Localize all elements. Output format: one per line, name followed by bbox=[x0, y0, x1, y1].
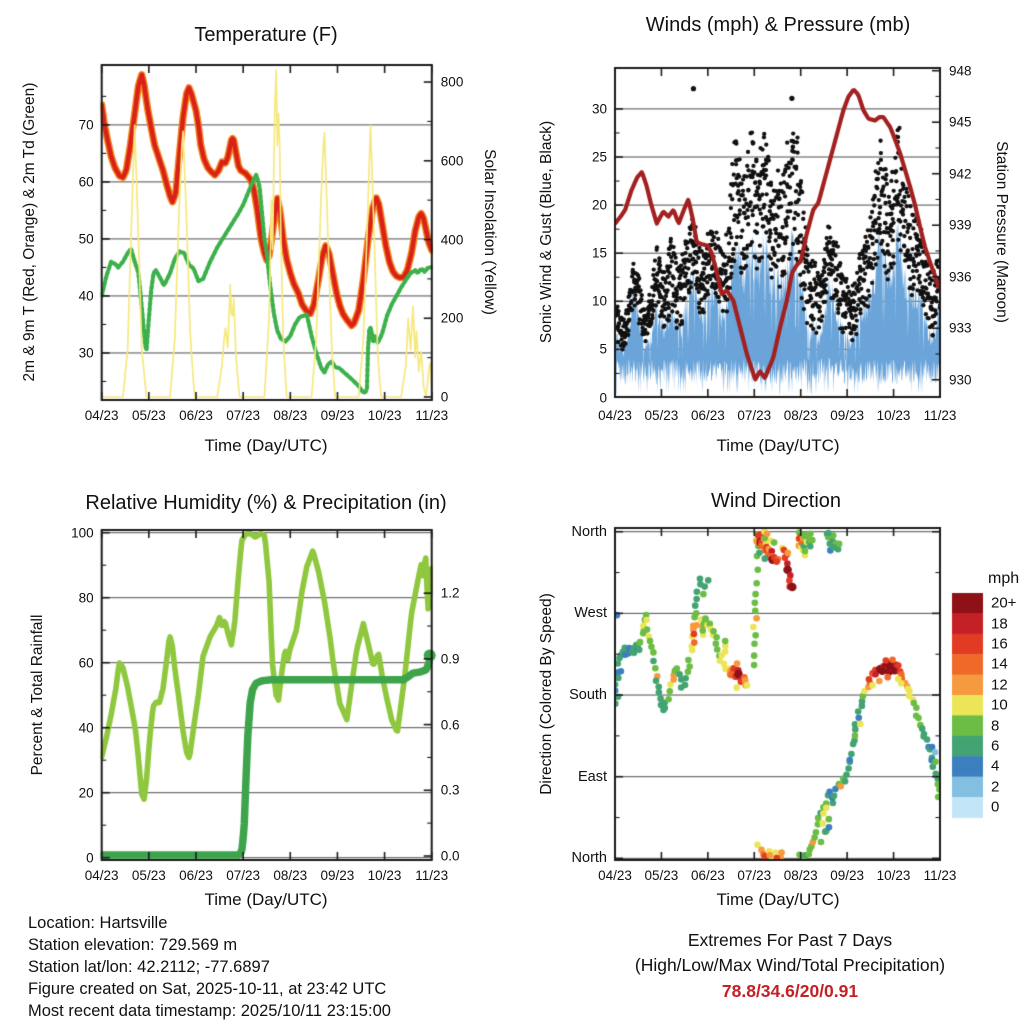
tick-label: 1.2 bbox=[440, 585, 460, 601]
tick-label: North bbox=[571, 523, 607, 540]
wind-direction-chart-title: Wind Direction bbox=[710, 490, 842, 512]
tick-label: 09/23 bbox=[320, 868, 355, 883]
tick-label: 15 bbox=[591, 245, 607, 261]
tick-label: 8 bbox=[991, 717, 1000, 735]
tick-label: 10 bbox=[591, 293, 607, 309]
tick-label: 14 bbox=[991, 655, 1008, 673]
tick-label: 12 bbox=[991, 676, 1008, 694]
tick-label: 05/23 bbox=[131, 868, 166, 883]
tick-label: 05/23 bbox=[644, 868, 679, 883]
tick-label: 600 bbox=[440, 153, 464, 169]
tick-label: 11/23 bbox=[415, 408, 449, 423]
tick-label: North bbox=[571, 850, 607, 867]
tick-label: 10/23 bbox=[876, 408, 911, 423]
tick-label: 09/23 bbox=[320, 408, 355, 423]
tick-label: 948 bbox=[949, 63, 972, 79]
extremes-subtitle: (High/Low/Max Wind/Total Precipitation) bbox=[634, 955, 946, 975]
tick-label: 08/23 bbox=[783, 408, 818, 423]
temperature-ylabel-left: 2m & 9m T (Red, Orange) & 2m Td (Green) bbox=[21, 82, 38, 382]
tick-label: 20+ bbox=[991, 594, 1017, 612]
footer-elevation: Station elevation: 729.569 m bbox=[28, 936, 238, 954]
tick-label: 16 bbox=[991, 635, 1008, 653]
extremes-title: Extremes For Past 7 Days bbox=[687, 930, 893, 950]
pressure-ylabel-right: Station Pressure (Maroon) bbox=[993, 141, 1010, 323]
humidity-precip-chart-title: Relative Humidity (%) & Precipitation (in) bbox=[85, 492, 447, 514]
colorbar-title: mph bbox=[988, 570, 1020, 587]
tick-label: 800 bbox=[440, 74, 464, 90]
tick-label: 0 bbox=[86, 850, 94, 866]
tick-label: South bbox=[569, 687, 607, 704]
tick-label: 05/23 bbox=[644, 408, 679, 423]
tick-label: 40 bbox=[78, 720, 94, 736]
tick-label: 60 bbox=[78, 655, 94, 671]
extremes-values: 78.8/34.6/20/0.91 bbox=[721, 981, 859, 1001]
tick-label: 07/23 bbox=[226, 408, 261, 423]
tick-label: 0 bbox=[599, 390, 607, 405]
tick-label: 07/23 bbox=[737, 868, 772, 883]
tick-label: 25 bbox=[591, 149, 607, 165]
tick-label: 10 bbox=[991, 696, 1008, 714]
tick-label: West bbox=[574, 605, 607, 622]
footer-timestamp: Most recent data timestamp: 2025/10/11 23:15:00 bbox=[28, 1002, 391, 1020]
tick-label: 0.3 bbox=[440, 782, 460, 798]
tick-label: 2 bbox=[991, 778, 1000, 796]
tick-label: 200 bbox=[440, 310, 464, 326]
tick-label: 11/23 bbox=[415, 868, 449, 883]
tick-label: 11/23 bbox=[923, 868, 957, 883]
tick-label: 07/23 bbox=[737, 408, 772, 423]
tick-label: 0 bbox=[440, 389, 449, 405]
tick-label: 10/23 bbox=[876, 868, 911, 883]
footer-created: Figure created on Sat, 2025-10-11, at 23:42 UTC bbox=[28, 980, 387, 998]
winds-pressure-chart-title: Winds (mph) & Pressure (mb) bbox=[645, 14, 911, 36]
tick-label: 930 bbox=[949, 372, 972, 388]
tick-label: 20 bbox=[78, 785, 94, 801]
tick-label: 5 bbox=[599, 341, 607, 357]
temperature-chart-title: Temperature (F) bbox=[194, 24, 338, 46]
tick-label: 04/23 bbox=[598, 408, 632, 423]
tick-label: 04/23 bbox=[84, 408, 119, 423]
temperature-x-title: Time (Day/UTC) bbox=[204, 436, 328, 455]
tick-label: 40 bbox=[78, 288, 94, 304]
tick-label: 04/23 bbox=[598, 868, 632, 883]
tick-label: 11/23 bbox=[923, 408, 957, 423]
tick-label: 08/23 bbox=[273, 868, 308, 883]
tick-label: 04/23 bbox=[84, 868, 119, 883]
tick-label: 20 bbox=[591, 197, 607, 213]
percent-rainfall-ylabel-left: Percent & Total Rainfall bbox=[29, 614, 46, 776]
tick-label: 06/23 bbox=[179, 408, 213, 423]
tick-label: 30 bbox=[591, 101, 607, 117]
winds-x-title: Time (Day/UTC) bbox=[716, 436, 840, 455]
tick-label: 100 bbox=[71, 525, 94, 541]
tick-label: 06/23 bbox=[690, 868, 725, 883]
tick-label: 10/23 bbox=[367, 868, 402, 883]
tick-label: 08/23 bbox=[783, 868, 818, 883]
tick-label: 70 bbox=[78, 117, 94, 133]
footer-latlon: Station lat/lon: 42.2112; -77.6897 bbox=[28, 958, 270, 976]
tick-label: 18 bbox=[991, 615, 1008, 633]
tick-label: 09/23 bbox=[830, 868, 865, 883]
tick-label: 50 bbox=[78, 231, 94, 247]
direction-ylabel-left: Direction (Colored By Speed) bbox=[538, 593, 555, 795]
tick-label: 0.9 bbox=[440, 651, 460, 667]
tick-label: East bbox=[577, 768, 607, 785]
tick-label: 07/23 bbox=[226, 868, 261, 883]
wind-gust-ylabel-left: Sonic Wind & Gust (Blue, Black) bbox=[538, 120, 555, 344]
tick-label: 0 bbox=[991, 798, 1000, 816]
tick-label: 08/23 bbox=[273, 408, 308, 423]
tick-label: 6 bbox=[991, 737, 1000, 755]
tick-label: 400 bbox=[440, 232, 464, 248]
tick-label: 30 bbox=[78, 345, 94, 361]
solar-ylabel-right: Solar Insolation (Yellow) bbox=[481, 149, 498, 315]
footer-location: Location: Hartsville bbox=[28, 914, 168, 932]
wind-direction-x-title: Time (Day/UTC) bbox=[716, 890, 840, 909]
tick-label: 942 bbox=[949, 166, 972, 182]
tick-label: 06/23 bbox=[690, 408, 725, 423]
tick-label: 80 bbox=[78, 590, 94, 606]
tick-label: 09/23 bbox=[830, 408, 865, 423]
tick-label: 0.6 bbox=[440, 717, 460, 733]
tick-label: 05/23 bbox=[131, 408, 166, 423]
tick-label: 933 bbox=[949, 320, 972, 336]
tick-label: 60 bbox=[78, 174, 94, 190]
tick-label: 4 bbox=[991, 757, 1000, 775]
tick-label: 06/23 bbox=[179, 868, 213, 883]
tick-label: 936 bbox=[949, 269, 972, 285]
tick-label: 0.0 bbox=[440, 848, 460, 864]
tick-label: 10/23 bbox=[367, 408, 402, 423]
tick-label: 945 bbox=[949, 114, 972, 130]
humidity-x-title: Time (Day/UTC) bbox=[204, 890, 328, 909]
tick-label: 939 bbox=[949, 217, 972, 233]
